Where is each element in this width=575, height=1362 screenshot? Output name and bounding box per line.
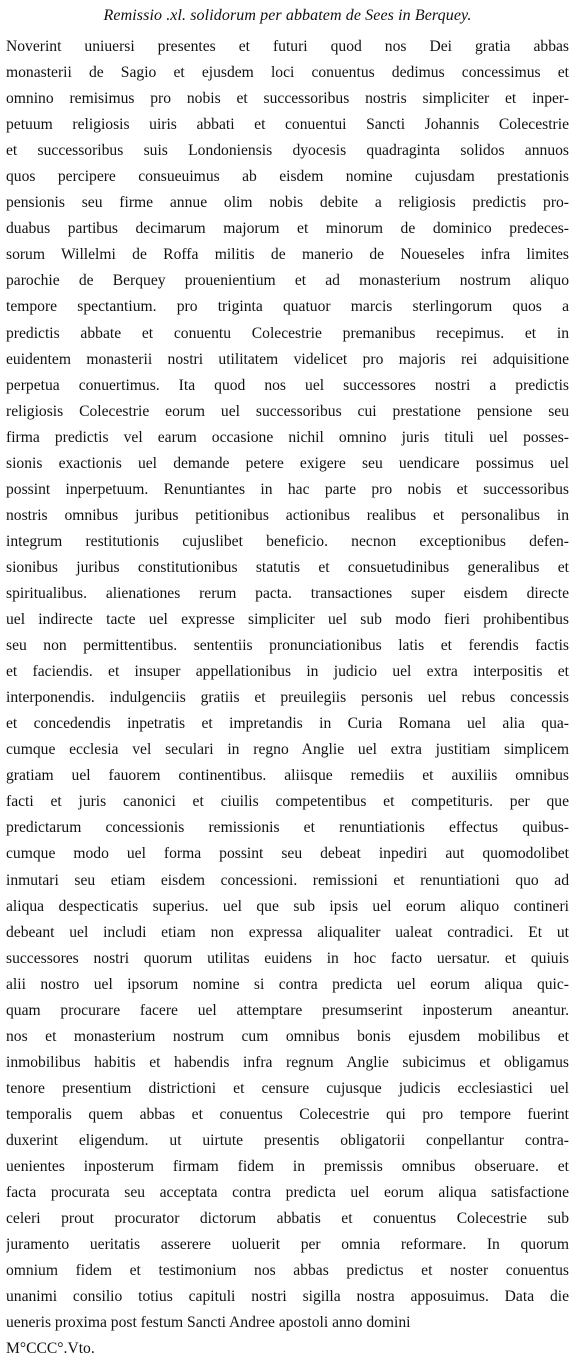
charter-text <box>6 34 569 1362</box>
text-line: integrum restitutionis cujuslibet beneficio. necnon exceptionibus defen- <box>6 532 569 550</box>
text-line: euidentem monasterii nostri utilitatem videlicet pro majoris rei adquisitione <box>6 350 569 368</box>
text-line: temporalis quem abbas et conuentus Colecestrie qui pro tempore fuerint <box>6 1105 569 1123</box>
text-line: parochie de Berquey prouenientium et ad monasterium nostrum aliquo <box>6 272 569 290</box>
text-line: quos percipere consueuimus ab eisdem nomine cujusdam prestationis <box>6 168 569 186</box>
text-line: facta procurata seu acceptata contra predicta uel eorum aliqua satisfactione <box>6 1184 569 1202</box>
text-line: uel indirecte tacte uel expresse simpliciter uel sub modo fieri prohibentibus <box>6 611 569 629</box>
text-line: inmutari seu etiam eisdem concessioni. remissioni et renuntiationi quo ad <box>6 871 569 889</box>
text-line: petuum religiosis uiris abbati et conuentui Sancti Johannis Colecestrie <box>6 116 569 134</box>
text-line: ueneris proxima post festum Sancti Andree apostoli anno domini <box>6 1314 411 1332</box>
text-line: cumque ecclesia vel seculari in regno Anglie uel extra justitiam simplicem <box>6 741 569 759</box>
text-line: omnino remisimus pro nobis et successoribus nostris simpliciter et inper- <box>6 90 569 108</box>
text-line: unanimi consilio totius capituli nostri sigilla nostra apposuimus. Data die <box>6 1288 569 1306</box>
text-line: possint inperpetuum. Renuntiantes in hac parte pro nobis et successoribus <box>6 480 569 498</box>
text-line: sorum Willelmi de Roffa militis de manerio de Noueseles infra limites <box>6 246 569 264</box>
text-line: debeant uel includi etiam non expressa aliqualiter ualeat contradici. Et ut <box>6 923 569 941</box>
text-line: uenientes inposterum firmam fidem in premissis omnibus obseruare. et <box>6 1158 569 1176</box>
text-line: successores nostri quorum utilitas euidens in hoc facto uersatur. et quiuis <box>6 949 569 967</box>
text-line: quam procurare facere uel attemptare presumserint inposterum aneantur. <box>6 1001 569 1019</box>
text-line: nos et monasterium nostrum cum omnibus bonis ejusdem mobilibus et <box>6 1027 569 1045</box>
text-line: perpetua conuertimus. Ita quod nos uel successores nostri a predictis <box>6 376 569 394</box>
text-line: religiosis Colecestrie eorum uel successoribus cui prestatione pensione seu <box>6 402 569 420</box>
text-line: nostris omnibus juribus petitionibus actionibus realibus et personalibus in <box>6 506 569 524</box>
text-line: et concedendis inpetratis et impretandis in Curia Romana uel alia qua- <box>6 715 569 733</box>
text-line: et faciendis. et insuper appellationibus in judicio uel extra interpositis et <box>6 663 569 681</box>
text-line: duabus partibus decimarum majorum et minorum de dominico predeces- <box>6 220 569 238</box>
text-line: Noverint uniuersi presentes et futuri quod nos Dei gratia abbas <box>6 38 569 55</box>
text-line: firma predictis vel earum occasione nichil omnino juris tituli uel posses- <box>6 428 569 446</box>
text-line: et successoribus suis Londoniensis dyocesis quadraginta solidos annuos <box>6 142 569 160</box>
text-line: seu non permittentibus. sententiis pronunciationibus latis et ferendis factis <box>6 637 569 655</box>
text-line: duxerint eligendum. ut uirtute presentis obligatorii conpellantur contra- <box>6 1131 569 1149</box>
text-line: M°CCC°.Vto. <box>6 1340 95 1358</box>
text-line: spiritualibus. alienationes rerum pacta. transactiones super eisdem directe <box>6 584 569 602</box>
text-line: alii nostro uel ipsorum nomine si contra predicta uel eorum aliqua quic- <box>6 975 569 993</box>
text-line: aliqua despecticatis superius. uel que sub ipsis uel eorum aliquo contineri <box>6 897 569 915</box>
text-line: tempore spectantium. pro triginta quatuor marcis sterlingorum quos a <box>6 298 569 316</box>
text-line: predictarum concessionis remissionis et renuntiationis effectus quibus- <box>6 819 569 837</box>
document-page <box>6 6 569 1362</box>
text-line: sionibus juribus constitutionibus statutis et consuetudinibus generalibus et <box>6 558 569 576</box>
text-line: cumque modo uel forma possint seu debeat inpediri aut quomodolibet <box>6 845 569 863</box>
text-line: sionis exactionis uel demande petere exigere seu uendicare possimus uel <box>6 454 569 472</box>
text-line: interponendis. indulgenciis gratiis et preuilegiis personis uel rebus concessis <box>6 689 569 707</box>
text-line: facti et juris canonici et ciuilis competentibus et competituris. per que <box>6 793 569 811</box>
text-line: omnium fidem et testimonium nos abbas predictus et noster conuentus <box>6 1262 569 1280</box>
text-line: inmobilibus habitis et habendis infra regnum Anglie subicimus et obligamus <box>6 1053 569 1071</box>
document-heading: Remissio .xl. solidorum per abbatem de Sees in Berquey. <box>103 7 472 24</box>
text-line: predictis abbate et conuentu Colecestrie premanibus recepimus. et in <box>6 324 569 342</box>
text-line: celeri prout procurator dictorum abbatis et conuentus Colecestrie sub <box>6 1210 569 1228</box>
text-line: juramento ueritatis asserere uoluerit per omnia reformare. In quorum <box>6 1236 569 1254</box>
text-line: pensionis seu firme annue olim nobis debite a religiosis predictis pro- <box>6 194 569 212</box>
text-line: tenore presentium districtioni et censure cujusque judicis ecclesiastici uel <box>6 1079 569 1097</box>
text-line: gratiam uel fauorem continentibus. aliisque remediis et auxiliis omnibus <box>6 767 569 785</box>
text-line: monasterii de Sagio et ejusdem loci conuentus dedimus concessimus et <box>6 64 569 82</box>
